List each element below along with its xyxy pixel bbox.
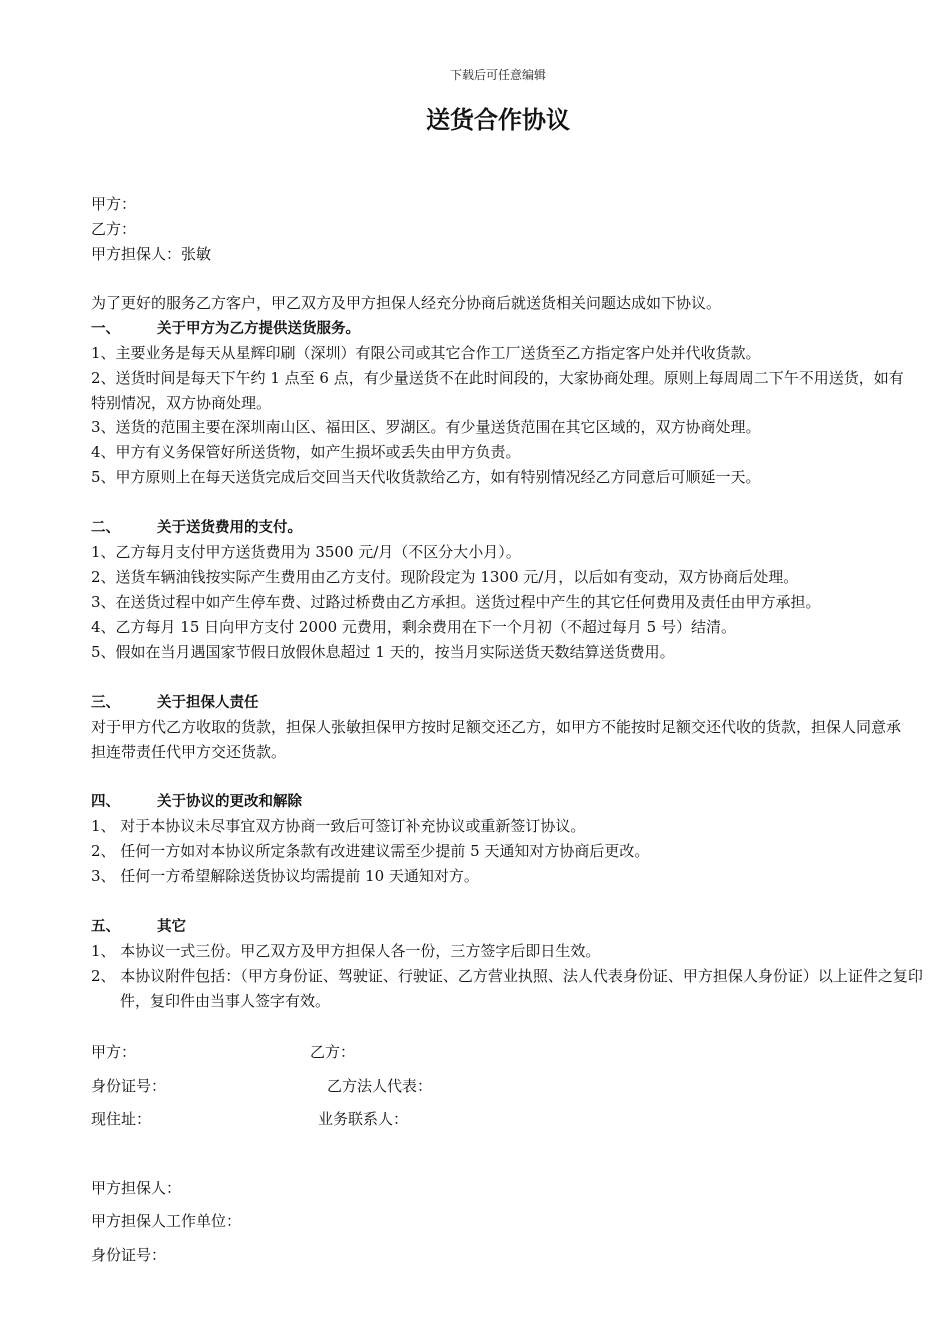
section-1-item-2: 2、送货时间是每天下午约 1 点至 6 点，有少量送货不在此时间段的，大家协商处理。原则上每周周二下午不用送货，如有特别情况，双方协商处理。: [91, 369, 904, 412]
section-title: 关于送货费用的支付。: [157, 520, 302, 536]
document-title: 送货合作协议: [426, 106, 570, 134]
section-4-item-1: 1、 对于本协议未尽事宜双方协商一致后可签订补充协议或重新签订协议。: [91, 817, 586, 835]
party-a-line: 甲方：: [91, 195, 137, 213]
section-2-item-4: 4、乙方每月 15 日向甲方支付 2000 元费用，剩余费用在下一个月初（不超过每月 5 号）结清。: [91, 618, 736, 636]
header-note: 下载后可任意编辑: [449, 68, 546, 82]
section-number: 四、: [91, 794, 120, 810]
section-4-item-3: 3、 任何一方希望解除送货协议均需提前 10 天通知对方。: [91, 867, 479, 885]
section-4-item-2: 2、 任何一方如对本协议所定条款有改进建议需至少提前 5 天通知对方协商后更改。: [91, 842, 650, 860]
section-title: 关于协议的更改和解除: [157, 794, 302, 810]
section-1-item-3: 3、送货的范围主要在深圳南山区、福田区、罗湖区。有少量送货范围在其它区域的，双方协商处理。: [91, 418, 761, 436]
section-2-heading: [91, 515, 911, 541]
section-5-item-1: 1、 本协议一式三份。甲乙双方及甲方担保人各一份，三方签字后即日生效。: [91, 942, 601, 960]
section-1-item-1: 1、主要业务是每天从星辉印刷（深圳）有限公司或其它合作工厂送货至乙方指定客户处并代收货款。: [91, 344, 761, 362]
sign-party-a-address: 现住址：: [91, 1110, 152, 1128]
sign-party-a: 甲方：: [91, 1043, 137, 1061]
section-3-body: 对于甲方代乙方收取的货款，担保人张敏担保甲方按时足额交还乙方，如甲方不能按时足额交还代收的货款，担保人同意承担连带责任代甲方交还货款。: [91, 718, 902, 761]
section-5-heading: [91, 914, 911, 940]
section-2-item-2: 2、送货车辆油钱按实际产生费用由乙方支付。现阶段定为 1300 元/月，以后如有变动，双方协商后处理。: [91, 568, 799, 586]
section-2-item-3: 3、在送货过程中如产生停车费、过路过桥费由乙方承担。送货过程中产生的其它任何费用及责任由甲方承担。: [91, 593, 821, 611]
sign-party-b: 乙方：: [310, 1043, 356, 1061]
guarantor-line: 甲方担保人：张敏: [91, 245, 212, 263]
section-1-item-4: 4、甲方有义务保管好所送货物，如产生损坏或丢失由甲方负责。: [91, 443, 521, 461]
section-1-item-5: 5、甲方原则上在每天送货完成后交回当天代收货款给乙方，如有特别情况经乙方同意后可顺延一天。: [91, 468, 761, 486]
section-number: 二、: [91, 520, 120, 536]
section-5-item-2: 2、 本协议附件包括：（甲方身份证、驾驶证、行驶证、乙方营业执照、法人代表身份证、甲方担保人身份证）以上证件之复印件，复印件由当事人签字有效。: [91, 967, 923, 1010]
section-number: 一、: [91, 321, 120, 337]
section-title: 其它: [157, 919, 186, 935]
intro-paragraph: 为了更好的服务乙方客户，甲乙双方及甲方担保人经充分协商后就送货相关问题达成如下协议。: [91, 294, 722, 312]
sign-party-b-contact: 业务联系人：: [318, 1110, 409, 1128]
sign-guarantor: 甲方担保人：: [91, 1179, 182, 1197]
section-4-heading: [91, 789, 911, 815]
sign-party-b-legal-rep: 乙方法人代表：: [327, 1077, 433, 1095]
sign-guarantor-id: 身份证号：: [91, 1246, 167, 1264]
sign-guarantor-work: 甲方担保人工作单位：: [91, 1212, 242, 1230]
sign-party-a-id: 身份证号：: [91, 1077, 167, 1095]
section-1-heading: [91, 316, 911, 342]
section-title: 关于甲方为乙方提供送货服务。: [157, 321, 360, 337]
section-3-heading: [91, 690, 911, 716]
party-b-line: 乙方：: [91, 220, 137, 238]
section-2-item-5: 5、假如在当月遇国家节假日放假休息超过 1 天的，按当月实际送货天数结算送货费用。: [91, 643, 675, 661]
section-2-item-1: 1、乙方每月支付甲方送货费用为 3500 元/月（不区分大小月）。: [91, 543, 521, 561]
section-title: 关于担保人责任: [157, 695, 259, 711]
section-number: 三、: [91, 695, 120, 711]
section-number: 五、: [91, 919, 120, 935]
